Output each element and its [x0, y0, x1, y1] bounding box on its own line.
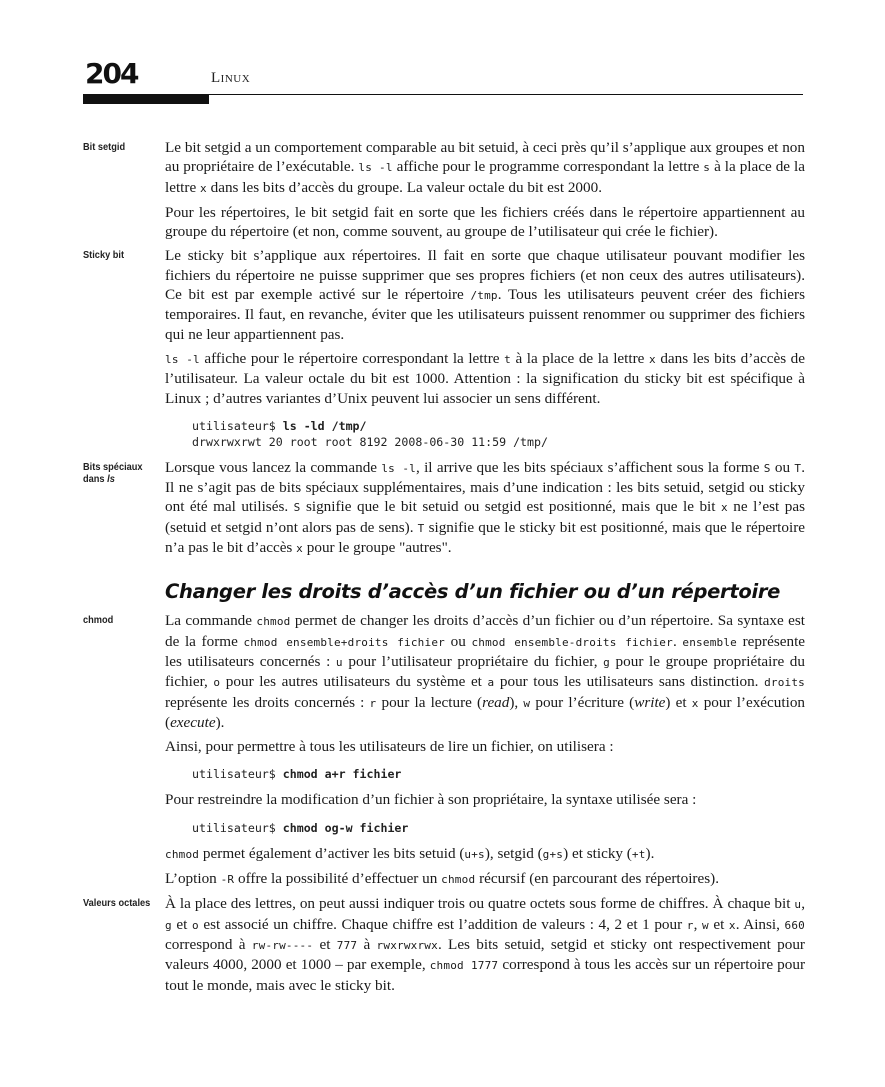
margin-label: Bit setgid — [83, 141, 126, 153]
paragraph: La commande chmod permet de changer les droits d’accès d’un fichier ou d’un répertoire. Sa syntaxe est de la forme chmod ensemble+droits fichier ou chmod ensemble-droits fichier. ensemble représente les utilisateurs concernés : u pour l’utilisateur propriétaire du fichier, g pour le groupe propriétaire du fichier, o pour les autres utilisateurs du système et a pour tous les utilisateurs sans distinction. droits représente les droits concernés : r pour la lecture (read), w pour l’écriture (write) et x pour l’exécution (execute). — [165, 612, 806, 731]
margin-label: Valeurs octales — [83, 897, 151, 910]
paragraph: L’option -R offre la possibilité d’effectuer un chmod récursif (en parcourant des répertoires). — [165, 870, 720, 888]
margin-label: chmod — [83, 614, 114, 627]
paragraph: Le sticky bit s’applique aux répertoires. Il fait en sorte que chaque utilisateur pouvant modifier les fichiers du répertoire ne puisse supprimer que ses propres fichiers (et non ceux des autres utilisateurs). Ce bit est par exemple activé sur le répertoire /tmp. Tous les utilisateurs peuvent créer des fichiers temporaires. Il faut, en revanche, éviter que les utilisateurs puissent renommer ou supprimer des fichiers qui ne leur appartiennent pas. — [165, 247, 805, 343]
section-octal-values — [83, 894, 805, 994]
paragraph: À la place des lettres, on peut aussi indiquer trois ou quatre octets sous forme de chiffres. À chaque bit u, g et o est associé un chiffre. Chaque chiffre est l’addition de valeurs : 4, 2 et 1 pour r, w et x. Ainsi, 660 correspond à rw-rw---- et 777 à rwxrwxrwx. Les bits setuid, setgid et sticky ont respectivement pour valeurs 4000, 2000 et 1000 – par exemple, chmod 1777 correspond à tous les accès sur un répertoire pour tout le monde, mais avec le sticky bit. — [165, 895, 806, 994]
section-special-bits — [83, 458, 805, 558]
paragraph: Le bit setgid a un comportement comparable au bit setuid, à ceci près qu’il s’applique aux groupes et non au propriétaire de l’exécutable. ls -l affiche pour le programme correspondant la lettre s à la place de la lettre x dans les bits d’accès du groupe. La valeur octale du bit est 2000. — [165, 139, 805, 196]
paragraph: chmod permet également d’activer les bits setuid (u+s), setgid (g+s) et sticky (+t). — [165, 844, 655, 862]
paragraph: Pour restreindre la modification d’un fichier à son propriétaire, la syntaxe utilisée sera : — [165, 791, 697, 809]
page-content — [83, 138, 805, 1000]
page-number: 204 — [85, 57, 138, 90]
margin-label: Bits spéciaux dans ls — [83, 460, 143, 485]
paragraph: Ainsi, pour permettre à tous les utilisateurs de lire un fichier, on utilisera : — [165, 738, 614, 756]
code-example: utilisateur$ chmod og-w fichier — [192, 820, 409, 835]
page-header — [83, 55, 805, 105]
section-heading: Changer les droits d’accès d’un fichier ou d’un répertoire — [165, 580, 781, 604]
section-bit-setgid — [83, 138, 805, 241]
code-example: utilisateur$ chmod a+r fichier — [192, 767, 402, 782]
code-example: utilisateur$ ls -ld /tmp/ drwxrwxrwt 20 root root 8192 2008-06-30 11:59 /tmp/ — [192, 418, 548, 449]
margin-label: Sticky bit — [83, 249, 125, 262]
paragraph: Pour les répertoires, le bit setgid fait en sorte que les fichiers créés dans le répertoire appartiennent au groupe du répertoire (et non, comme souvent, au groupe de l’utilisateur qui crée le fichier). — [165, 203, 805, 241]
paragraph: Lorsque vous lancez la commande ls -l, il arrive que les bits spéciaux s’affichent sous la forme S ou T. Il ne s’agit pas de bits spéciaux supplémentaires, mais d’une indication : les bits setuid, setgid ou sticky ont été mal utilisés. S signifie que le bit setuid ou setgid est positionné, mais que le bit x ne l’est pas (setuid et setgid n’ont alors pas de sens). T signifie que le sticky bit est positionné, mais que le répertoire n’a pas le bit d’accès x pour le groupe "autres". — [165, 458, 805, 557]
header-bar — [83, 94, 209, 104]
paragraph: ls -l affiche pour le répertoire correspondant la lettre t à la place de la lettre x dans les bits d’accès de l’utilisateur. La valeur octale du bit est 1000. Attention : la signification du sticky bit est spécifique à Linux ; d’autres variantes d’Unix peuvent lui associer un sens différent. — [165, 349, 806, 407]
section-sticky-bit — [83, 246, 805, 449]
section-chmod — [83, 611, 805, 889]
running-title: Linux — [211, 70, 251, 86]
